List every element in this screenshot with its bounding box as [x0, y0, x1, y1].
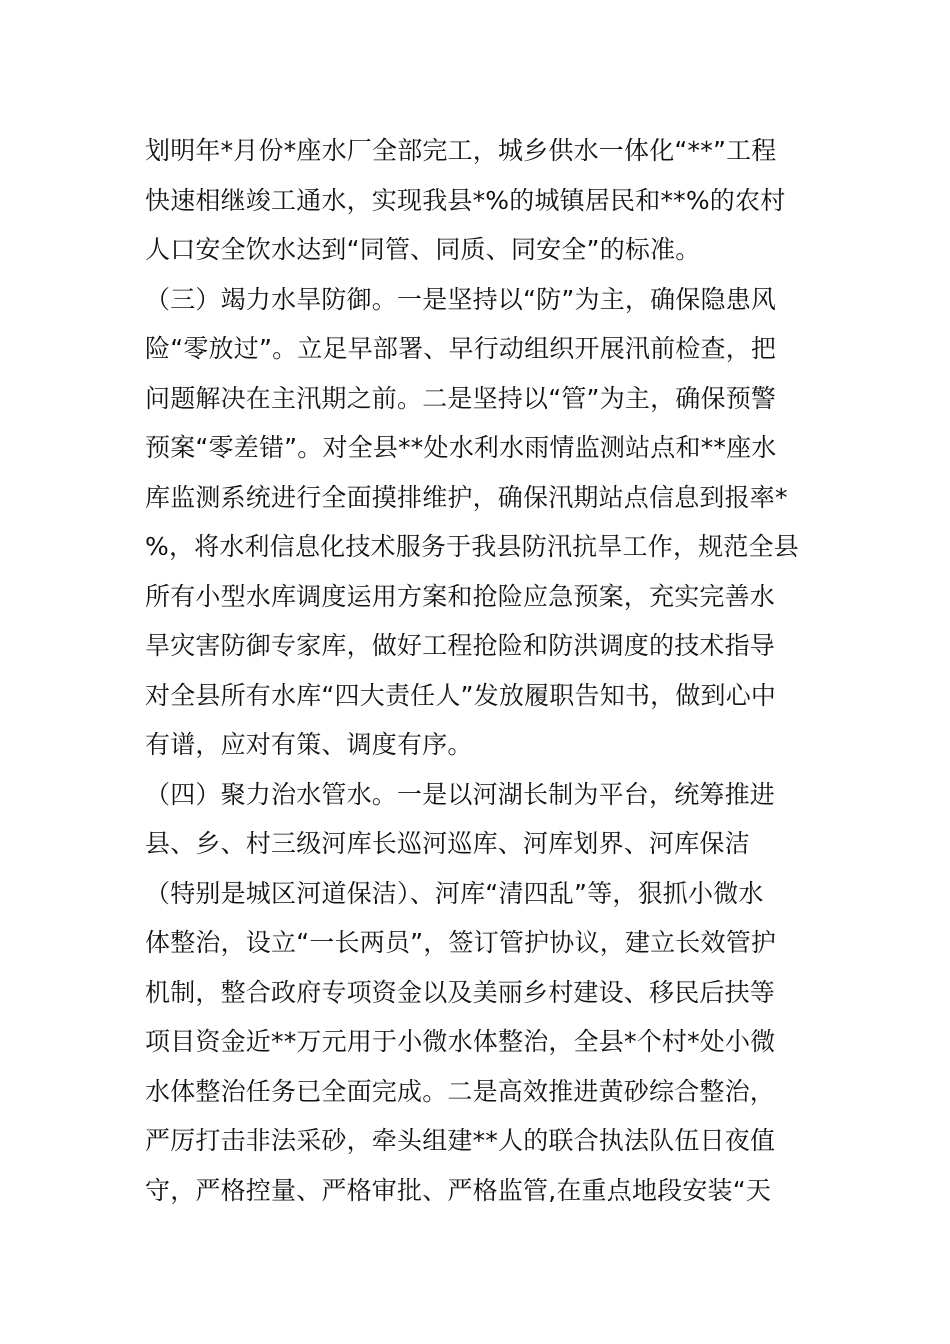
section-heading-line: （三）竭力水旱防御。一是坚持以“防”为主，确保隐患风 [145, 284, 777, 314]
text-line: 县、乡、村三级河库长巡河巡库、河库划界、河库保洁 [145, 829, 750, 858]
text-line: 体整治，设立“一长两员”，签订管护协议，建立长效管护 [145, 928, 777, 957]
text-line: 旱灾害防御专家库，做好工程抢险和防洪调度的技术指导 [145, 631, 776, 660]
text-line: 库监测系统进行全面摸排维护，确保汛期站点信息到报率* [145, 482, 788, 512]
text-line: 严厉打击非法采砂，牵头组建**人的联合执法队伍日夜值 [145, 1126, 776, 1155]
text-line: 划明年*月份*座水厂全部完工，城乡供水一体化“**”工程 [145, 136, 777, 165]
section-heading-line: （四）聚力治水管水。一是以河湖长制为平台，统筹推进 [145, 779, 776, 809]
text-line: 对全县所有水库“四大责任人”发放履职告知书，做到心中 [145, 680, 777, 710]
text-line: 有谱，应对有策、调度有序。 [145, 730, 473, 759]
text-line: 水体整治任务已全面完成。二是高效推进黄砂综合整治， [145, 1076, 776, 1106]
text-line: 问题解决在主汛期之前。二是坚持以“管”为主，确保预警 [145, 383, 777, 413]
text-line: 守，严格控量、严格审批、严格监管,在重点地段安装“天 [145, 1175, 772, 1205]
text-line: 人口安全饮水达到“同管、同质、同安全”的标准。 [145, 235, 701, 264]
text-line: 项目资金近**万元用于小微水体整治，全县*个村*处小微 [145, 1027, 776, 1056]
text-line: （特别是城区河道保洁）、河库“清四乱”等，狠抓小微水 [145, 878, 764, 908]
text-line: 快速相继竣工通水，实现我县*%的城镇居民和**%的农村 [145, 185, 786, 215]
text-line: 所有小型水库调度运用方案和抢险应急预案，充实完善水 [145, 581, 776, 611]
text-line: 机制，整合政府专项资金以及美丽乡村建设、移民后扶等 [145, 977, 776, 1007]
text-line: %，将水利信息化技术服务于我县防汛抗旱工作，规范全县 [145, 532, 799, 561]
document-body [145, 126, 815, 1215]
text-line: 险“零放过”。立足早部署、早行动组织开展汛前检查，把 [145, 334, 777, 363]
text-line: 预案“零差错”。对全县**处水利水雨情监测站点和**座水 [145, 433, 777, 462]
